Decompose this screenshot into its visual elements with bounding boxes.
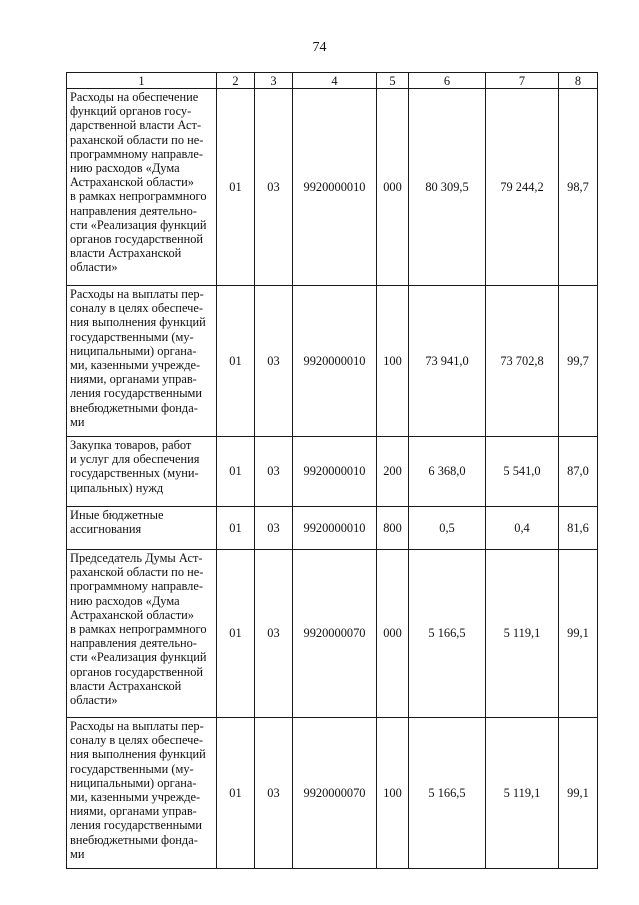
table-row (67, 550, 598, 718)
subsection-code-cell: 03 (255, 286, 293, 437)
planned-amount-cell: 5 166,5 (409, 718, 486, 869)
executed-amount-cell: 5 119,1 (486, 718, 559, 869)
executed-amount-cell: 79 244,2 (486, 89, 559, 286)
expense-type-cell: 800 (377, 507, 409, 550)
column-header-2: 2 (217, 73, 255, 89)
column-header-8: 8 (559, 73, 598, 89)
target-article-cell: 9920000010 (293, 507, 377, 550)
table-row (67, 286, 598, 437)
expense-type-cell: 200 (377, 437, 409, 507)
subsection-code-cell: 03 (255, 507, 293, 550)
planned-amount-cell: 6 368,0 (409, 437, 486, 507)
execution-percent-cell: 99,7 (559, 286, 598, 437)
expense-name-cell: Расходы на выплаты пер- соналу в целях обеспече- ния выполнения функций государственными (му- ниципальными) органа- ми, казенными учрежде- ниями, органами управ- ления государственными внебюджетными фонда- ми (67, 286, 217, 437)
table-row (67, 507, 598, 550)
column-header-6: 6 (409, 73, 486, 89)
executed-amount-cell: 73 702,8 (486, 286, 559, 437)
column-header-5: 5 (377, 73, 409, 89)
subsection-code-cell: 03 (255, 89, 293, 286)
planned-amount-cell: 73 941,0 (409, 286, 486, 437)
section-code-cell: 01 (217, 437, 255, 507)
subsection-code-cell: 03 (255, 718, 293, 869)
target-article-cell: 9920000070 (293, 718, 377, 869)
section-code-cell: 01 (217, 89, 255, 286)
execution-percent-cell: 99,1 (559, 550, 598, 718)
column-header-7: 7 (486, 73, 559, 89)
target-article-cell: 9920000010 (293, 437, 377, 507)
planned-amount-cell: 5 166,5 (409, 550, 486, 718)
execution-percent-cell: 99,1 (559, 718, 598, 869)
planned-amount-cell: 80 309,5 (409, 89, 486, 286)
table-row (67, 718, 598, 869)
expense-name-cell: Иные бюджетные ассигнования (67, 507, 217, 550)
column-header-1: 1 (67, 73, 217, 89)
execution-percent-cell: 98,7 (559, 89, 598, 286)
executed-amount-cell: 0,4 (486, 507, 559, 550)
expense-name-cell: Расходы на обеспечение функций органов госу- дарственной власти Аст- раханской области по не- программному направле- нию расходов «Дума Астраханской области» в рамках непрограммного направления деятельно- сти «Реализация функций органов государственной власти Астраханской области» (67, 89, 217, 286)
table-row (67, 89, 598, 286)
expense-type-cell: 100 (377, 718, 409, 869)
expense-type-cell: 100 (377, 286, 409, 437)
expense-name-cell: Закупка товаров, работ и услуг для обеспечения государственных (муни- ципальных) нужд (67, 437, 217, 507)
budget-table (66, 72, 598, 869)
section-code-cell: 01 (217, 286, 255, 437)
expense-name-cell: Председатель Думы Аст- раханской области по не- программному направле- нию расходов «Дума Астраханской области» в рамках непрограммного направления деятельно- сти «Реализация функций органов государственной власти Астраханской области» (67, 550, 217, 718)
executed-amount-cell: 5 119,1 (486, 550, 559, 718)
expense-name-cell: Расходы на выплаты пер- соналу в целях обеспече- ния выполнения функций государственными (му- ниципальными) органа- ми, казенными учрежде- ниями, органами управ- ления государственными внебюджетными фонда- ми (67, 718, 217, 869)
table-row (67, 437, 598, 507)
section-code-cell: 01 (217, 550, 255, 718)
page-number: 74 (312, 40, 327, 55)
executed-amount-cell: 5 541,0 (486, 437, 559, 507)
expense-type-cell: 000 (377, 89, 409, 286)
planned-amount-cell: 0,5 (409, 507, 486, 550)
column-header-4: 4 (293, 73, 377, 89)
section-code-cell: 01 (217, 507, 255, 550)
table-header-row (67, 73, 598, 89)
execution-percent-cell: 87,0 (559, 437, 598, 507)
target-article-cell: 9920000010 (293, 89, 377, 286)
subsection-code-cell: 03 (255, 437, 293, 507)
subsection-code-cell: 03 (255, 550, 293, 718)
execution-percent-cell: 81,6 (559, 507, 598, 550)
column-header-3: 3 (255, 73, 293, 89)
section-code-cell: 01 (217, 718, 255, 869)
expense-type-cell: 000 (377, 550, 409, 718)
target-article-cell: 9920000070 (293, 550, 377, 718)
target-article-cell: 9920000010 (293, 286, 377, 437)
